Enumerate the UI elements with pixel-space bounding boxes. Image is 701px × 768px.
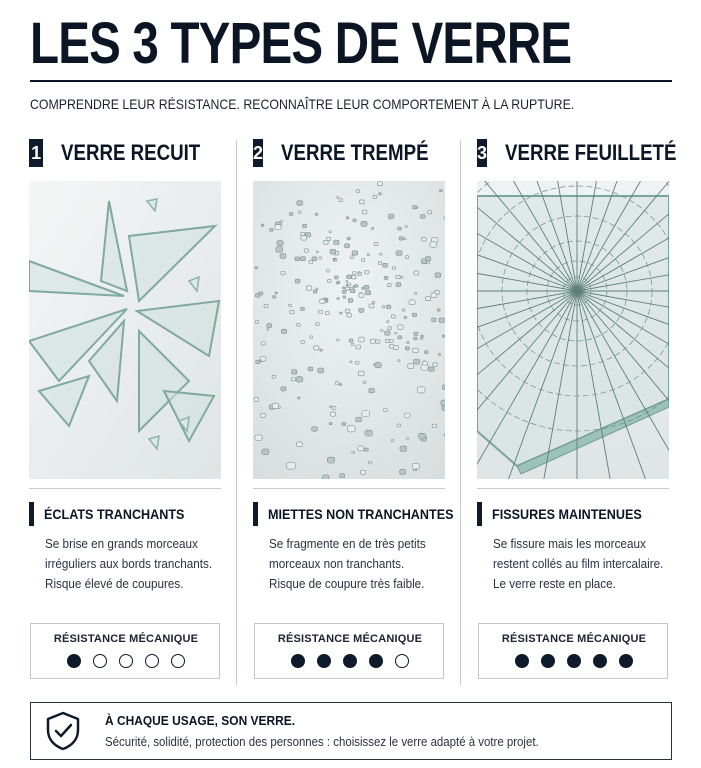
resistance-rating [479,654,669,668]
shield-check-icon [45,711,81,751]
glass-type-card-trempe [253,136,454,645]
accent-bar [29,502,34,526]
laminated-glass-image [477,181,669,479]
rating-dot-filled [67,654,81,668]
card-header [477,136,677,170]
rating-dot-filled [291,654,305,668]
description-line: restent collés au film intercalaire. [493,556,664,571]
footer-description: Sécurité, solidité, protection des personnes : choisissez le verre adapté à votre projet. [105,734,539,749]
feature-heading [477,502,658,526]
feature-description [45,534,245,594]
feature-heading [253,502,474,526]
resistance-box [30,623,220,679]
type-number-badge: 3 [477,139,487,167]
glass-type-card-recuit [29,136,225,645]
feature-heading [29,502,200,526]
description-line: Se fissure mais les morceaux [493,536,646,551]
type-name: VERRE TREMPÉ [281,140,429,165]
glass-type-card-feuillete [477,136,677,645]
title-divider [30,80,672,82]
type-number-badge: 1 [29,139,43,167]
feature-description [493,534,693,594]
feature-description [269,534,469,594]
description-line: Risque élevé de coupures. [45,576,184,591]
column-divider [236,140,237,685]
rating-dot-filled [515,654,529,668]
section-divider [253,488,445,489]
rating-dot-empty [145,654,159,668]
page-title: LES 3 TYPES DE VERRE [30,11,572,76]
rating-dot-empty [93,654,107,668]
card-header [253,136,449,170]
description-line: Le verre reste en place. [493,576,616,591]
rating-dot-filled [619,654,633,668]
description-line: Se fragmente en de très petits [269,536,426,551]
feature-label: ÉCLATS TRANCHANTS [44,506,185,522]
tempered-glass-image [253,181,445,479]
column-divider [460,140,461,685]
feature-label: MIETTES NON TRANCHANTES [268,506,454,522]
card-header [29,136,225,170]
resistance-label: RÉSISTANCE MÉCANIQUE [501,633,647,645]
description-line: Risque de coupure très faible. [269,576,425,591]
type-name: VERRE FEUILLETÉ [505,140,677,165]
resistance-box [254,623,444,679]
description-line: morceaux non tranchants. [269,556,405,571]
resistance-label: RÉSISTANCE MÉCANIQUE [277,633,423,645]
section-divider [477,488,669,489]
section-divider [29,488,221,489]
resistance-rating [255,654,445,668]
description-line: irréguliers aux bords tranchants. [45,556,213,571]
accent-bar [477,502,482,526]
rating-dot-filled [317,654,331,668]
resistance-rating [31,654,221,668]
broken-glass-image [29,181,221,479]
type-number-badge: 2 [253,139,263,167]
rating-dot-filled [369,654,383,668]
rating-dot-filled [567,654,581,668]
rating-dot-empty [119,654,133,668]
resistance-label: RÉSISTANCE MÉCANIQUE [53,633,199,645]
rating-dot-empty [395,654,409,668]
page-subtitle: COMPRENDRE LEUR RÉSISTANCE. RECONNAÎTRE LEUR COMPORTEMENT À LA RUPTURE. [30,96,575,112]
rating-dot-filled [541,654,555,668]
resistance-box [478,623,668,679]
feature-label: FISSURES MAINTENUES [492,506,642,522]
footer-title: À CHAQUE USAGE, SON VERRE. [105,713,296,728]
rating-dot-filled [343,654,357,668]
rating-dot-filled [593,654,607,668]
rating-dot-empty [171,654,185,668]
footer-banner [30,702,672,760]
accent-bar [253,502,258,526]
type-name: VERRE RECUIT [61,140,201,165]
description-line: Se brise en grands morceaux [45,536,198,551]
